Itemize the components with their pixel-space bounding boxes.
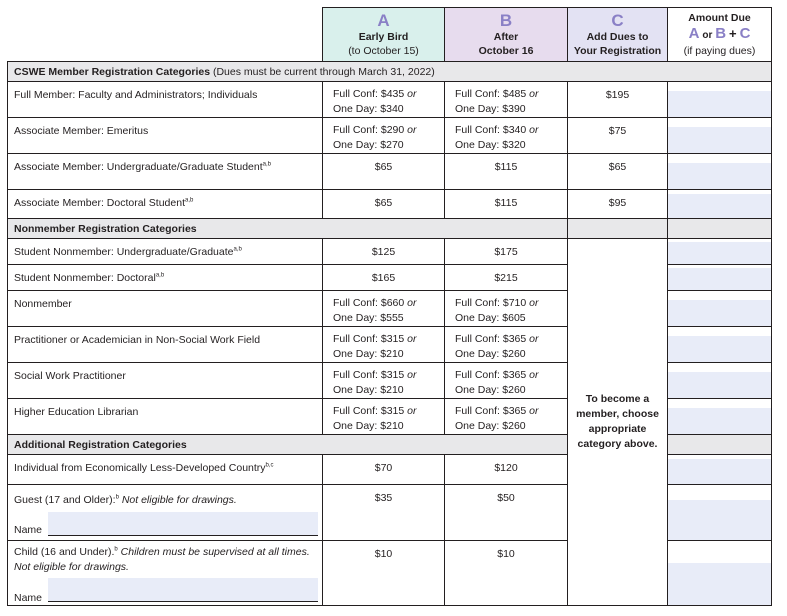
price-full: Full Conf: $660: [333, 297, 405, 309]
price-one-day: One Day: $555: [333, 312, 404, 324]
price-a: [322, 398, 445, 435]
price-value: $70: [374, 462, 393, 474]
price-b: [444, 264, 568, 291]
child-name-input[interactable]: [48, 578, 318, 602]
become-member-note: [567, 238, 668, 606]
price-value: $125: [371, 246, 396, 258]
row-label-librarian: [7, 398, 323, 435]
price-a: [322, 81, 445, 118]
price-b: [444, 362, 568, 399]
or-word: or: [529, 333, 539, 345]
price-a: [322, 484, 445, 541]
price-b: [444, 290, 568, 327]
row-label-student-nonmember: [7, 238, 323, 265]
row-label: Associate Member: Doctoral Student: [14, 197, 185, 209]
amount-due-cell: [667, 398, 772, 435]
section-member-header: [7, 61, 772, 82]
section-additional-due-cell: [667, 434, 772, 455]
row-label-emeritus: [7, 117, 323, 154]
column-b-title: After: [493, 30, 519, 43]
price-one-day: One Day: $605: [455, 312, 526, 324]
amount-due-input[interactable]: [668, 242, 771, 264]
price-b: [444, 484, 568, 541]
price-value: $215: [494, 272, 518, 284]
section-member-note: (Dues must be current through March 31, 2022): [212, 66, 435, 78]
amount-due-cell: [667, 238, 772, 265]
section-additional-header: [7, 434, 568, 455]
or-word: or: [529, 405, 539, 417]
row-label-guest: [14, 493, 237, 508]
row-label: Practitioner or Academician in Non-Social Work Field: [14, 334, 261, 346]
price-one-day: One Day: $210: [333, 348, 404, 360]
row-note: Not eligible for drawings.: [118, 494, 237, 506]
price-full: Full Conf: $315: [333, 369, 405, 381]
row-label-nonmember: [7, 290, 323, 327]
formula-a: A: [688, 25, 700, 42]
dues-value: $65: [608, 161, 627, 173]
amount-due-formula: [689, 25, 751, 44]
amount-due-cell: [667, 290, 772, 327]
price-full: Full Conf: $315: [333, 405, 405, 417]
or-word: or: [407, 297, 417, 309]
price-full: Full Conf: $435: [333, 88, 405, 100]
footnote-mark: b: [114, 546, 118, 553]
amount-due-cell: [667, 189, 772, 219]
price-one-day: One Day: $390: [455, 103, 526, 115]
dues-c: [567, 81, 668, 118]
row-label: Full Member: Faculty and Administrators; Individuals: [14, 89, 258, 101]
row-note: Children must be supervised at all times. Not eligible for drawings.: [14, 546, 310, 573]
row-label-practitioner-academician: [7, 326, 323, 363]
price-value: $35: [374, 492, 393, 504]
section-additional-title: Additional Registration Categories: [14, 439, 187, 451]
column-c-letter: C: [611, 10, 624, 30]
column-a-letter: A: [377, 10, 390, 30]
row-child: [7, 540, 323, 606]
section-nonmember-due-cell: [667, 218, 772, 239]
column-b-subtitle: October 16: [478, 44, 534, 57]
amount-due-cell: [667, 362, 772, 399]
price-a: [322, 362, 445, 399]
row-label: Associate Member: Undergraduate/Graduate Student: [14, 161, 263, 173]
price-one-day: One Day: $260: [455, 384, 526, 396]
price-a: [322, 264, 445, 291]
or-word: or: [529, 297, 539, 309]
section-member-title: CSWE Member Registration Categories: [14, 66, 211, 78]
dues-c: [567, 189, 668, 219]
price-a: [322, 454, 445, 485]
row-label: Individual from Economically Less-Developed Country: [14, 462, 266, 474]
row-guest: [7, 484, 323, 541]
amount-due-input[interactable]: [668, 500, 771, 540]
price-a: [322, 238, 445, 265]
row-label: Student Nonmember: Undergraduate/Graduate: [14, 246, 234, 258]
price-b: [444, 153, 568, 190]
amount-due-cell: [667, 153, 772, 190]
price-b: [444, 189, 568, 219]
amount-due-cell: [667, 326, 772, 363]
amount-due-title: Amount Due: [688, 12, 751, 24]
or-word: or: [529, 124, 539, 136]
column-a-subtitle: (to October 15): [348, 44, 419, 57]
price-value: $10: [497, 548, 515, 560]
price-b: [444, 398, 568, 435]
dues-value: $75: [608, 125, 627, 137]
row-label-full-member: [7, 81, 323, 118]
amount-due-input[interactable]: [668, 336, 771, 362]
price-one-day: One Day: $320: [455, 139, 526, 151]
price-full: Full Conf: $485: [455, 88, 527, 100]
price-one-day: One Day: $270: [333, 139, 404, 151]
amount-due-input[interactable]: [668, 91, 771, 117]
row-label: Associate Member: Emeritus: [14, 125, 149, 137]
price-one-day: One Day: $210: [333, 384, 404, 396]
dues-value: $195: [605, 89, 630, 101]
footnote-mark: a,b: [185, 197, 194, 204]
footnote-mark: b,c: [265, 462, 274, 469]
dues-c: [567, 153, 668, 190]
amount-due-input[interactable]: [668, 163, 771, 189]
or-word: or: [407, 369, 417, 381]
row-label-less-developed: [7, 454, 323, 485]
or-word: or: [407, 124, 417, 136]
section-nonmember-dues-cell: [567, 218, 668, 239]
price-a: [322, 189, 445, 219]
amount-due-input[interactable]: [668, 127, 771, 153]
row-label: Higher Education Librarian: [14, 406, 139, 418]
row-label: Guest (17 and Older):: [14, 494, 116, 506]
amount-due-input[interactable]: [668, 194, 771, 218]
amount-due-cell: [667, 117, 772, 154]
price-b: [444, 117, 568, 154]
price-one-day: One Day: $260: [455, 348, 526, 360]
price-value: $115: [494, 161, 518, 173]
or-word: or: [407, 405, 417, 417]
amount-due-cell: [667, 81, 772, 118]
price-one-day: One Day: $340: [333, 103, 404, 115]
price-full: Full Conf: $365: [455, 369, 527, 381]
amount-due-cell: [667, 454, 772, 485]
price-a: [322, 290, 445, 327]
price-full: Full Conf: $710: [455, 297, 527, 309]
or-word: or: [529, 369, 539, 381]
price-value: $65: [374, 197, 393, 209]
amount-due-input[interactable]: [668, 563, 771, 605]
row-label: Nonmember: [14, 298, 72, 310]
amount-due-cell: [667, 484, 772, 541]
row-label: Child (16 and Under).: [14, 546, 115, 558]
formula-b: B: [715, 25, 727, 42]
column-c-title: Add Dues to: [586, 30, 649, 43]
dues-value: $95: [608, 197, 627, 209]
price-b: [444, 540, 568, 606]
formula-plus: +: [729, 26, 737, 41]
row-label-sw-practitioner: [7, 362, 323, 399]
amount-due-input[interactable]: [668, 408, 771, 434]
or-word: or: [407, 333, 417, 345]
price-value: $120: [494, 462, 518, 474]
row-label-doctoral-nonmember: [7, 264, 323, 291]
price-value: $115: [494, 197, 518, 209]
child-name-label: Name: [14, 592, 43, 604]
section-nonmember-header: [7, 218, 568, 239]
column-c-header: [567, 7, 668, 62]
price-one-day: One Day: $260: [455, 420, 526, 432]
amount-due-input[interactable]: [668, 459, 771, 484]
row-label-child: [14, 545, 314, 575]
column-c-subtitle: Your Registration: [573, 44, 662, 57]
amount-due-input[interactable]: [668, 372, 771, 398]
formula-c: C: [739, 25, 751, 42]
amount-due-input[interactable]: [668, 300, 771, 326]
footnote-mark: a,b: [262, 161, 271, 168]
price-value: $10: [374, 548, 393, 560]
price-value: $50: [497, 492, 515, 504]
price-b: [444, 454, 568, 485]
price-a: [322, 153, 445, 190]
amount-due-subtitle: (if paying dues): [683, 45, 756, 57]
price-value: $65: [374, 161, 393, 173]
or-word: or: [407, 88, 417, 100]
price-full: Full Conf: $365: [455, 405, 527, 417]
price-full: Full Conf: $340: [455, 124, 527, 136]
footnote-mark: b: [115, 494, 119, 501]
column-b-header: [444, 7, 568, 62]
price-value: $175: [494, 246, 518, 258]
dues-c: [567, 117, 668, 154]
footnote-mark: a,b: [155, 272, 165, 279]
price-b: [444, 326, 568, 363]
section-nonmember-title: Nonmember Registration Categories: [14, 223, 197, 235]
row-label: Social Work Practitioner: [14, 370, 126, 382]
amount-due-cell: [667, 540, 772, 606]
column-a-header: [322, 7, 445, 62]
amount-due-cell: [667, 264, 772, 291]
row-label-student: [7, 153, 323, 190]
become-member-text: To become a member, choose appropriate category above.: [576, 393, 659, 450]
price-value: $165: [371, 272, 396, 284]
price-full: Full Conf: $365: [455, 333, 527, 345]
amount-due-header: [667, 7, 772, 62]
column-a-title: Early Bird: [358, 30, 409, 43]
amount-due-input[interactable]: [668, 268, 771, 290]
or-word: or: [529, 88, 539, 100]
price-a: [322, 326, 445, 363]
price-one-day: One Day: $210: [333, 420, 404, 432]
guest-name-input[interactable]: [48, 512, 318, 536]
price-a: [322, 117, 445, 154]
price-b: [444, 81, 568, 118]
guest-name-label: Name: [14, 524, 43, 536]
column-b-letter: B: [499, 10, 513, 30]
formula-or: or: [702, 30, 713, 41]
row-label-doctoral-student: [7, 189, 323, 219]
row-label: Student Nonmember: Doctoral: [14, 272, 156, 284]
price-full: Full Conf: $315: [333, 333, 405, 345]
price-a: [322, 540, 445, 606]
price-b: [444, 238, 568, 265]
price-full: Full Conf: $290: [333, 124, 405, 136]
footnote-mark: a,b: [233, 246, 242, 253]
